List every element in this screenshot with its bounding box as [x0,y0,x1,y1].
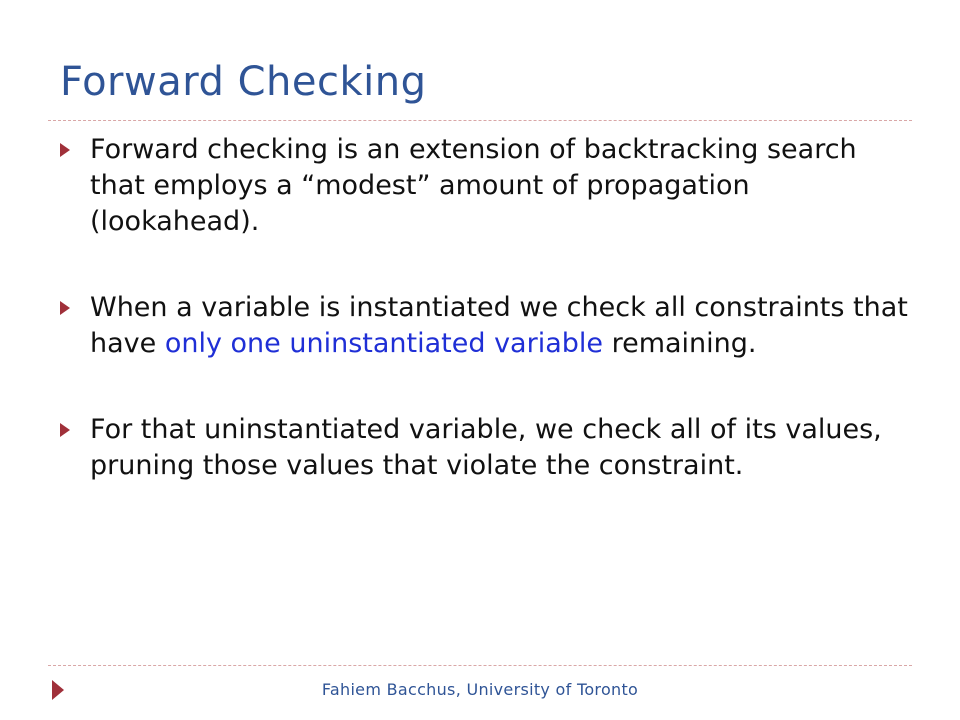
bullet-item [60,290,920,362]
bullet-item [60,412,920,484]
bullet-list [60,132,920,534]
bullet-text: For that uninstantiated variable, we check all of its values, pruning those values that violate the constraint. [90,414,882,481]
bullet-item [60,132,920,240]
footer-credit: Fahiem Bacchus, University of Toronto [321,680,639,699]
bullet-text-after: remaining. [603,328,757,359]
slide-title: Forward Checking [60,59,427,105]
bullet-arrow-icon [60,301,70,315]
bullet-arrow-icon [60,423,70,437]
title-divider [48,120,912,121]
bullet-text: Forward checking is an extension of backtracking search that employs a “modest” amount of propagation (lookahead). [90,134,857,237]
bullet-arrow-icon [60,143,70,157]
highlighted-phrase: only one uninstantiated variable [164,328,603,359]
footer-divider [48,665,912,666]
bullet-text-before: When a variable is instantiated we check all constraints that have [90,292,908,359]
